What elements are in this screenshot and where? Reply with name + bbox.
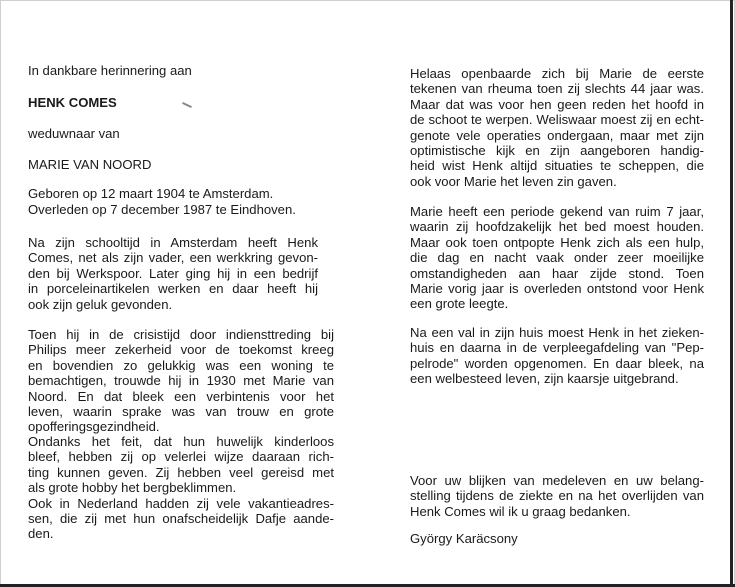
text-line: Comes, net als zijn vader, een werkkring gevon- bbox=[28, 250, 318, 266]
birth-line: Geboren op 12 maart 1904 te Amsterdam. bbox=[28, 186, 274, 201]
text-line: een welbesteed leven, zijn kaarsje uitgebrand. bbox=[410, 371, 679, 387]
text-line: optimistische kijk en zijn aangeboren handig- bbox=[410, 143, 704, 159]
text-line: Toen hij in de crisistijd door indiensttreding bij bbox=[28, 327, 334, 342]
text-line: die dag en nacht vaak onder zeer moeilijke bbox=[410, 250, 704, 266]
right-edge bbox=[730, 0, 733, 587]
text-line: als grote hobby het bergbeklimmen. bbox=[28, 480, 237, 496]
text-line: Maar dat was voor hen geen reden het hoofd in bbox=[410, 96, 704, 112]
text-line: pelrode" worden opgenomen. En daar bleek, na bbox=[410, 355, 704, 371]
text-line: Philips meer zekerheid voor de toekomst kreeg bbox=[28, 342, 334, 358]
text-line: Henk Comes wil ik u graag bedanken. bbox=[410, 503, 631, 519]
text-line: Marie heeft een periode gekend van ruim 7 jaar, bbox=[410, 204, 704, 219]
text-line: Voor uw blijken van medeleven en uw belang- bbox=[410, 473, 704, 488]
text-line: opofferingsgezindheid. bbox=[28, 419, 160, 435]
paragraph-travel bbox=[28, 434, 334, 542]
paragraph-illness bbox=[410, 66, 704, 189]
spouse-name: MARIE VAN NOORD bbox=[28, 157, 152, 172]
text-line: heid wist Henk altijd situaties te scheppen, die bbox=[410, 158, 704, 174]
text-line: Marie vorig jaar is overleden ontstond voor Henk bbox=[410, 281, 704, 297]
text-line: Ook in Nederland hadden zij vele vakantieadres- bbox=[28, 495, 334, 511]
text-line: omstandigheden aan haar zijde stond. Toen bbox=[410, 265, 704, 281]
death-line: Overleden op 7 december 1987 te Eindhoven. bbox=[28, 202, 296, 217]
text-line: in porceleinartikelen werken en daar heeft hij bbox=[28, 281, 318, 297]
text-line: stelling tijdens de ziekte en na het overlijden van bbox=[410, 488, 704, 504]
text-line: Ondanks het feit, dat hun huwelijk kinderloos bbox=[28, 434, 334, 449]
text-line: Noord. En dat bleek een verbintenis voor het bbox=[28, 388, 334, 404]
paragraph-bedridden bbox=[410, 204, 704, 312]
text-line: Na een val in zijn huis moest Henk in het zieken- bbox=[410, 325, 704, 340]
paragraph-thanks bbox=[410, 473, 704, 519]
text-line: genote vele operaties ondergaan, maar met zijn bbox=[410, 127, 704, 143]
paragraph-hospital bbox=[410, 325, 704, 387]
text-line: Na zijn schooltijd in Amsterdam heeft Henk bbox=[28, 235, 318, 250]
text-line: bemachtigen, trouwde hij in 1930 met Marie van bbox=[28, 373, 334, 389]
text-line: een grote leegte. bbox=[410, 296, 509, 312]
text-line: huis en daarna in de verpleegafdeling van "Pep- bbox=[410, 340, 704, 356]
paragraph-marriage bbox=[28, 327, 334, 435]
text-line: Helaas openbaarde zich bij Marie de eerste bbox=[410, 66, 704, 81]
text-line: tekenen van rheuma toen zij slechts 44 jaar was. bbox=[410, 81, 704, 97]
text-line: leven, waarin sprake was van trouw en grote bbox=[28, 404, 334, 420]
signature: György Karäcsony bbox=[410, 531, 518, 546]
text-line: den. bbox=[28, 526, 54, 542]
text-line: bleef, hebben zij op velerlei wijze daaraan rich- bbox=[28, 449, 334, 465]
paragraph-career bbox=[28, 235, 318, 312]
text-line: den bij Werkspoor. Later ging hij in een bedrijf bbox=[28, 265, 318, 281]
text-line: ook zijn geluk gevonden. bbox=[28, 296, 173, 312]
text-line: waarin zij hoofdzakelijk het bed moest houden. bbox=[410, 219, 704, 235]
text-line: Maar ook toen ontpopte Henk zich als een hulp, bbox=[410, 234, 704, 250]
deceased-name: HENK COMES bbox=[28, 95, 117, 110]
text-line: sen, die zij met hun onafscheidelijk Dafje aande- bbox=[28, 511, 334, 527]
text-line: en bovendien zo gelukkig was een woning te bbox=[28, 357, 334, 373]
relation-line: weduwnaar van bbox=[28, 126, 120, 141]
intro-line: In dankbare herinnering aan bbox=[28, 63, 192, 78]
text-line: de schoot te werpen. Weliswaar moest zij en echt- bbox=[410, 112, 704, 128]
text-line: ting kunnen geven. Zij hebben veel gereisd met bbox=[28, 464, 334, 480]
text-line: ook voor Marie het leven zin gaven. bbox=[410, 173, 617, 189]
